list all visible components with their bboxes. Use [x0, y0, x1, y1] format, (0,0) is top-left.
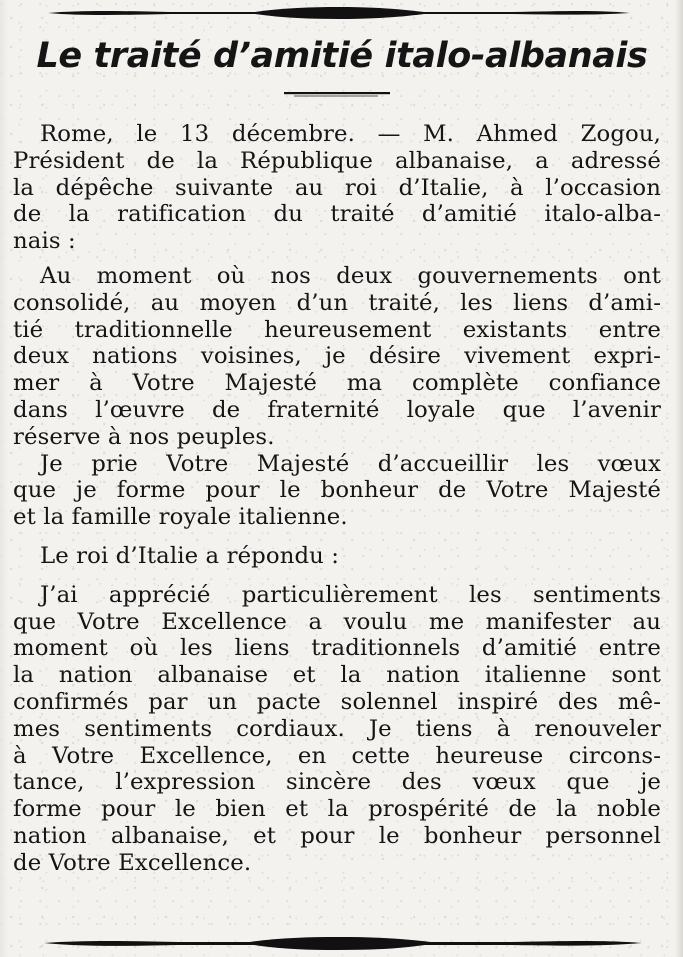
left-paper-edge: [0, 0, 8, 957]
article-line: moment où les liens traditionnels d’amitié entre: [13, 635, 661, 662]
article-line: deux nations voisines, je désire vivement expri-: [13, 343, 661, 370]
article-line: tié traditionnelle heureusement existants entre: [13, 316, 661, 343]
article-line: mes sentiments cordiaux. Je tiens à renouveler: [13, 715, 661, 742]
paragraph-gap: [13, 531, 661, 543]
article-line: nais :: [13, 228, 76, 255]
article-line: Rome, le 13 décembre. — M. Ahmed Zogou,: [40, 121, 661, 147]
article-line: et la famille royale italienne.: [13, 504, 348, 531]
right-paper-edge: [675, 0, 683, 957]
bottom-rule: [0, 930, 683, 957]
article-body: [13, 121, 661, 877]
zogu-wishes-paragraph: [13, 451, 661, 531]
article-line: mer à Votre Majesté ma complète confiance: [13, 370, 661, 397]
article-line: nation albanaise, et pour le bonheur personnel: [13, 822, 661, 849]
article-line: consolidé, au moyen d’un traité, les liens d’ami-: [13, 289, 661, 316]
article-line: de la ratification du traité d’amitié italo-alba-: [13, 201, 661, 228]
title-underline: [280, 88, 400, 100]
article-line: dans l’œuvre de fraternité loyale que l’avenir: [13, 396, 661, 423]
king-response-paragraph: [13, 582, 661, 877]
article-line: Président de la République albanaise, a adressé: [13, 147, 661, 174]
article-line: Au moment où nos deux gouvernements ont: [40, 262, 661, 289]
article-line: à Votre Excellence, en cette heureuse circons-: [13, 742, 661, 769]
paragraph-gap: [13, 570, 661, 582]
top-rule: [0, 0, 683, 26]
article-line: la nation albanaise et la nation italienne sont: [13, 662, 661, 689]
article-line: que Votre Excellence a voulu me manifester au: [13, 608, 661, 635]
article-line: de Votre Excellence.: [13, 849, 252, 876]
article-line: la dépêche suivante au roi d’Italie, à l’occasion: [13, 174, 661, 201]
article-line: que je forme pour le bonheur de Votre Majesté: [13, 477, 661, 504]
article-line: confirmés par un pacte solennel inspiré des mê-: [13, 688, 661, 715]
zogu-message-paragraph: [13, 263, 661, 451]
paragraph-gap: [13, 255, 661, 263]
article-line: Je prie Votre Majesté d’accueillir les vœux: [40, 450, 661, 477]
article-title: Le traité d’amitié italo-albanais: [36, 36, 648, 76]
article-line: J’ai apprécié particulièrement les sentiments: [40, 581, 661, 608]
dispatch-paragraph: [13, 121, 661, 255]
article-line: forme pour le bien et la prospérité de la noble: [13, 796, 661, 823]
article-line: réserve à nos peuples.: [13, 423, 275, 450]
article-line: Le roi d’Italie a répondu :: [40, 542, 340, 569]
article-line: tance, l’expression sincère des vœux que je: [13, 769, 661, 796]
king-response-intro: [13, 543, 661, 570]
